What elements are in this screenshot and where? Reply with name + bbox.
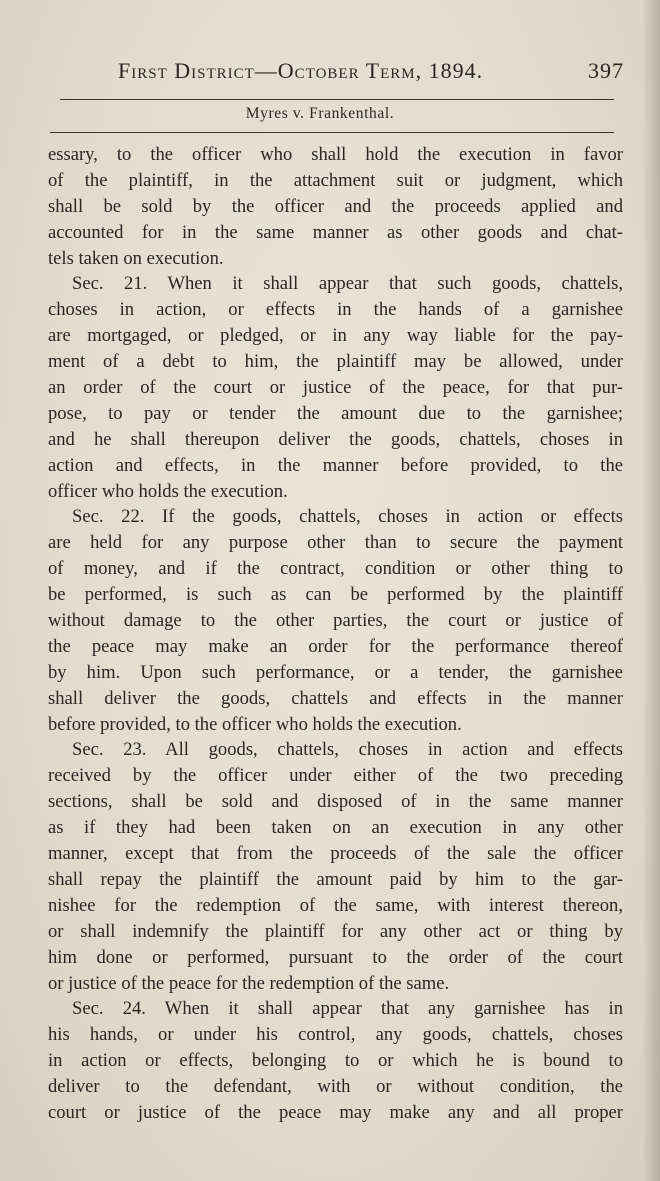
- section-22-start: Sec. 22. If the goods, chattels, choses in action or effects: [72, 506, 623, 528]
- body-text: [48, 142, 623, 1126]
- text-line: manner, except that from the proceeds of the sale the officer: [48, 843, 623, 865]
- section-23-start: Sec. 23. All goods, chattels, choses in action and effects: [72, 739, 623, 761]
- text-line: and he shall thereupon deliver the goods, chattels, choses in: [48, 428, 623, 450]
- text-line: him done or performed, pursuant to the order of the court: [48, 946, 623, 968]
- text-line: by him. Upon such performance, or a tender, the garnishee: [48, 661, 623, 683]
- text-line: tels taken on execution.: [48, 247, 224, 269]
- text-line: before provided, to the officer who holds the execution.: [48, 713, 462, 735]
- header-rule-top: [60, 99, 614, 100]
- text-line: deliver to the defendant, with or without condition, the: [48, 1076, 623, 1098]
- text-line: court or justice of the peace may make any and all proper: [48, 1101, 623, 1123]
- text-line: be performed, is such as can be performed by the plaintiff: [48, 584, 623, 606]
- text-line: or shall indemnify the plaintiff for any other act or thing by: [48, 920, 623, 942]
- text-line: shall repay the plaintiff the amount paid by him to the gar-: [48, 868, 623, 890]
- header-rule-bottom: [50, 132, 614, 133]
- running-title: First District—October Term, 1894.: [118, 58, 484, 83]
- text-line: or justice of the peace for the redemption of the same.: [48, 972, 450, 994]
- case-name: Myres v. Frankenthal.: [245, 105, 395, 122]
- text-line: as if they had been taken on an execution in any other: [48, 817, 623, 839]
- text-line: sections, shall be sold and disposed of in the same manner: [48, 791, 623, 813]
- text-line: his hands, or under his control, any goods, chattels, choses: [48, 1024, 623, 1046]
- text-line: pose, to pay or tender the amount due to the garnishee;: [48, 402, 623, 424]
- text-line: essary, to the officer who shall hold the execution in favor: [48, 144, 623, 165]
- text-line: an order of the court or justice of the peace, for that pur-: [48, 377, 623, 399]
- text-line: nishee for the redemption of the same, with interest thereon,: [48, 894, 623, 916]
- text-line: the peace may make an order for the performance thereof: [48, 635, 623, 657]
- text-line: of the plaintiff, in the attachment suit or judgment, which: [48, 169, 623, 191]
- text-line: of money, and if the contract, condition or other thing to: [48, 558, 623, 580]
- section-24-start: Sec. 24. When it shall appear that any garnishee has in: [72, 998, 623, 1020]
- text-line: are held for any purpose other than to secure the payment: [48, 532, 623, 554]
- text-line: action and effects, in the manner before provided, to the: [48, 454, 623, 476]
- text-line: officer who holds the execution.: [48, 480, 288, 502]
- text-line: in action or effects, belonging to or which he is bound to: [48, 1050, 623, 1072]
- text-line: received by the officer under either of the two preceding: [48, 765, 623, 787]
- text-line: ment of a debt to him, the plaintiff may be allowed, under: [48, 351, 623, 373]
- text-line: accounted for in the same manner as other goods and chat-: [48, 221, 623, 243]
- text-line: shall deliver the goods, chattels and effects in the manner: [48, 687, 623, 709]
- running-head: [118, 58, 624, 88]
- section-21-start: Sec. 21. When it shall appear that such goods, chattels,: [72, 273, 623, 295]
- text-line: are mortgaged, or pledged, or in any way liable for the pay-: [48, 325, 623, 347]
- text-line: shall be sold by the officer and the proceeds applied and: [48, 195, 623, 217]
- text-line: choses in action, or effects in the hands of a garnishee: [48, 299, 623, 321]
- text-line: without damage to the other parties, the court or justice of: [48, 610, 623, 632]
- page-number: 397: [588, 58, 624, 83]
